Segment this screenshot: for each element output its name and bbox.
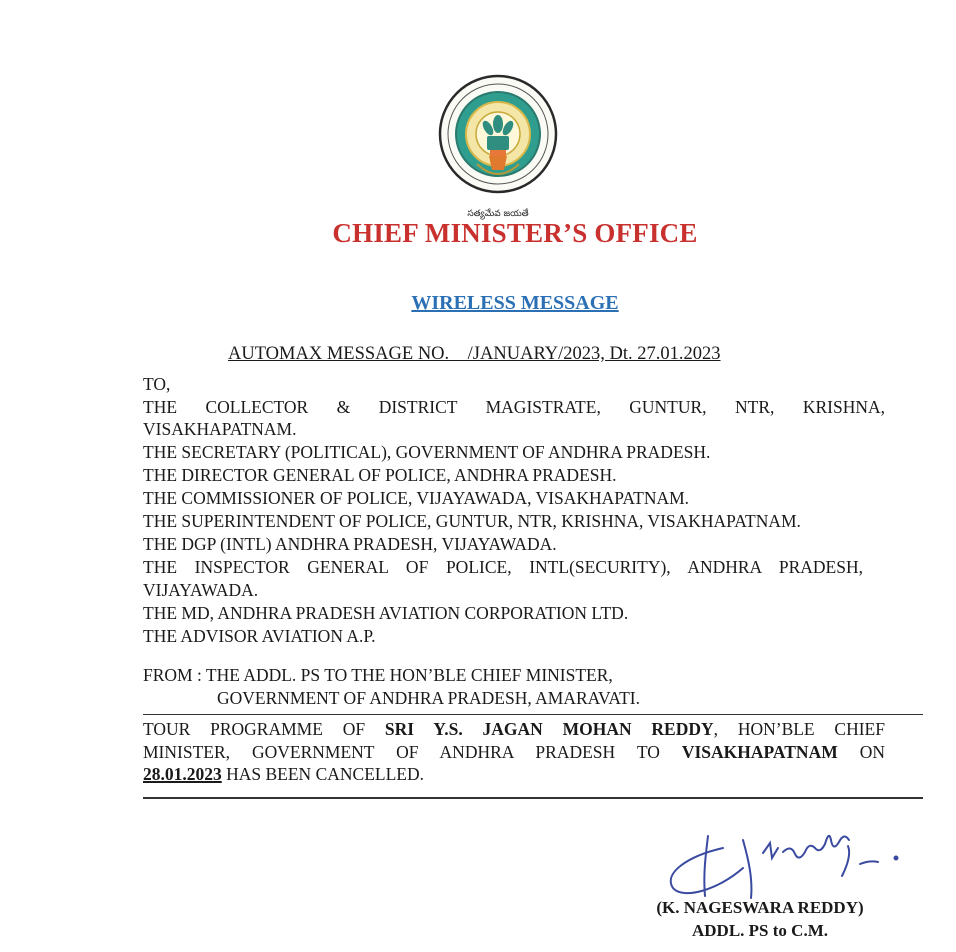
tour-cancellation-notice — [143, 718, 885, 786]
recipient-line: THE MD, ANDHRA PRADESH AVIATION CORPORATION LTD. — [143, 603, 629, 623]
to-label: TO, — [143, 374, 171, 394]
destination: VISAKHAPATNAM — [681, 741, 838, 762]
divider — [143, 797, 923, 799]
recipient-line: THE DIRECTOR GENERAL OF POLICE, ANDHRA PRADESH. — [143, 465, 617, 485]
from-line-address: GOVERNMENT OF ANDHRA PRADESH, AMARAVATI. — [217, 688, 640, 708]
notice-line-2: MINISTER, GOVERNMENT OF ANDHRA PRADESH TO VISAKHAPATNAM ON — [143, 741, 885, 762]
recipient-line: VISAKHAPATNAM. — [143, 419, 297, 439]
recipient-line: THE DGP (INTL) ANDHRA PRADESH, VIJAYAWADA. — [143, 534, 557, 554]
recipient-line: THE COLLECTOR & DISTRICT MAGISTRATE, GUNTUR, NTR, KRISHNA, — [143, 397, 885, 417]
government-emblem — [437, 72, 559, 222]
message-type-heading: WIRELESS MESSAGE — [411, 292, 619, 314]
signer-designation: ADDL. PS to C.M. — [692, 921, 828, 940]
emblem-motto: సత్యమేవ జయతే — [467, 209, 529, 219]
recipient-line: THE SECRETARY (POLITICAL), GOVERNMENT OF ANDHRA PRADESH. — [143, 442, 711, 462]
divider — [143, 714, 923, 715]
signer-name: (K. NAGESWARA REDDY) — [656, 898, 864, 917]
office-title: CHIEF MINISTER’S OFFICE — [332, 218, 698, 248]
recipient-line: THE SUPERINTENDENT OF POLICE, GUNTUR, NTR, KRISHNA, VISAKHAPATNAM. — [143, 511, 801, 531]
from-line: FROM : THE ADDL. PS TO THE HON’BLE CHIEF MINISTER, — [143, 665, 613, 685]
chief-minister-name: SRI Y.S. JAGAN MOHAN REDDY — [384, 719, 714, 739]
recipient-line: THE COMMISSIONER OF POLICE, VIJAYAWADA, VISAKHAPATNAM. — [143, 488, 690, 508]
automax-message-number: AUTOMAX MESSAGE NO. /JANUARY/2023, Dt. 27.01.2023 — [228, 344, 721, 364]
handwritten-signature — [648, 818, 918, 908]
notice-line-1: TOUR PROGRAMME OF SRI Y.S. JAGAN MOHAN REDDY, HON’BLE CHIEF — [143, 719, 885, 739]
recipient-line: THE ADVISOR AVIATION A.P. — [143, 626, 376, 646]
recipient-line: THE INSPECTOR GENERAL OF POLICE, INTL(SECURITY), ANDHRA PRADESH, — [143, 557, 863, 577]
tour-date: 28.01.2023 — [143, 764, 222, 784]
recipient-line: VIJAYAWADA. — [143, 580, 259, 600]
notice-line-3: 28.01.2023 HAS BEEN CANCELLED. — [143, 764, 424, 784]
